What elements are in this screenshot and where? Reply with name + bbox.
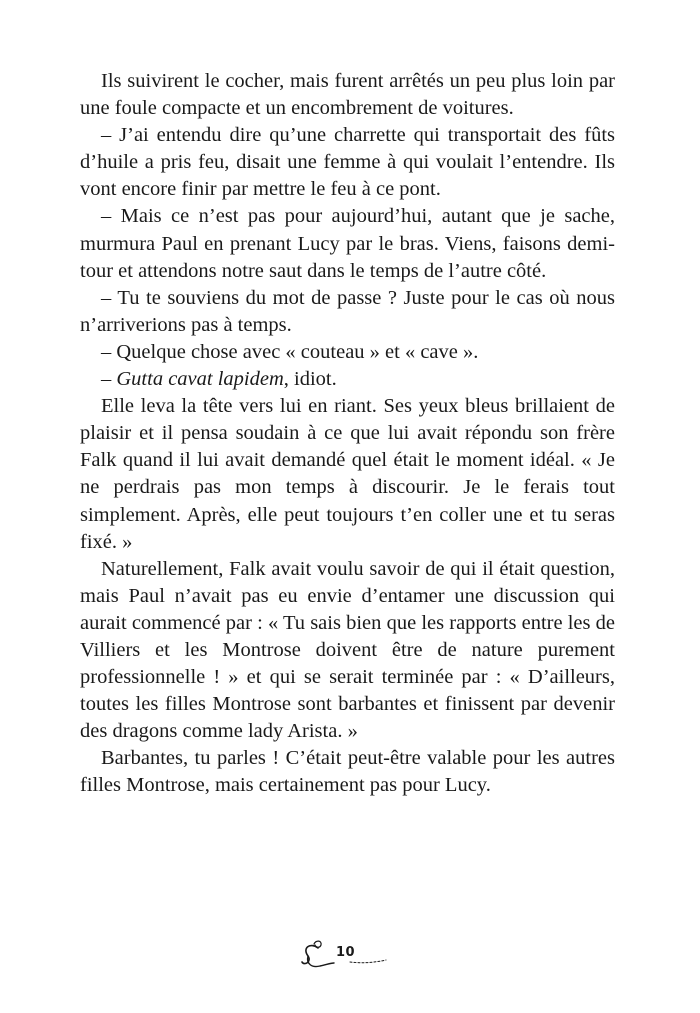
paragraph-3: – Mais ce n’est pas pour aujourd’hui, autant que je sache, murmura Paul en prenant Lucy par le bras. Viens, faisons demi-tour et attendons notre saut dans le temps de l’autre côté. xyxy=(80,205,615,282)
paragraph-8: Naturellement, Falk avait voulu savoir de qui il était question, mais Paul n’avait pas eu envie d’entamer une discussion qui aurait commencé par : « Tu sais bien que les rapports entre les de Villiers et les Montrose doivent être de nature purement professionnelle ! » et qui se serait terminée par : « D’ailleurs, toutes les filles Montrose sont barbantes et finissent par devenir des dragons comme lady Arista. » xyxy=(80,557,615,743)
paragraph-4: – Tu te souviens du mot de passe ? Juste pour le cas où nous n’arriverions pas à temps. xyxy=(80,286,615,336)
paragraph-5: – Quelque chose avec « couteau » et « cave ». xyxy=(101,340,479,363)
paragraph-6 xyxy=(80,366,615,393)
reply-suffix: , idiot. xyxy=(283,368,337,391)
paragraph-2: – J’ai entendu dire qu’une charrette qui transportait des fûts d’huile a pris feu, disait une femme à qui voulait l’entendre. Ils vont encore finir par mettre le feu à ce pont. xyxy=(80,124,615,201)
page-number: 10 xyxy=(336,945,356,960)
paragraph-7: Elle leva la tête vers lui en riant. Ses yeux bleus brillaient de plaisir et il pensa soudain à ce que lui avait répondu son frère Falk quand il lui avait demandé quel était le moment idéal. « Je ne perdrais pas mon temps à discourir. Je le ferais tout simplement. Après, elle peut toujours t’en coller une et tu seras fixé. » xyxy=(80,395,615,553)
paragraph-9: Barbantes, tu parles ! C’était peut-être valable pour les autres filles Montrose, mais certainement pas pour Lucy. xyxy=(80,747,615,797)
body-text xyxy=(80,68,615,800)
folio xyxy=(296,936,406,976)
latin-phrase: Gutta cavat lapidem xyxy=(116,368,284,391)
paragraph-1: Ils suivirent le cocher, mais furent arrêtés un peu plus loin par une foule compacte et un encombrement de voitures. xyxy=(80,70,615,120)
dash-prefix: – xyxy=(101,368,117,391)
